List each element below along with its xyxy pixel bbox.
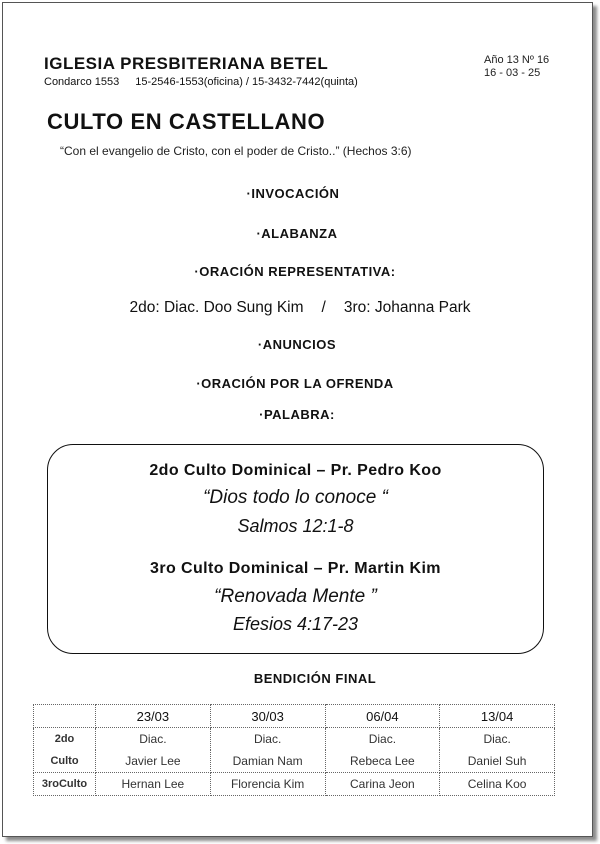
roster-cell: Damian Nam xyxy=(210,750,325,773)
service-title: CULTO EN CASTELLANO xyxy=(47,109,326,134)
roster-date: 06/04 xyxy=(325,705,440,728)
roster-cell: Carina Jeon xyxy=(325,773,440,796)
roster-date: 13/04 xyxy=(440,705,555,728)
prayer-leader-3ro: 3ro: Johanna Park xyxy=(343,299,471,316)
roster-cell: Javier Lee xyxy=(96,750,211,773)
roster-cell: Diac. xyxy=(210,728,325,751)
church-address xyxy=(44,76,374,88)
roster-date: 23/03 xyxy=(96,705,211,728)
order-word: ·PALABRA: xyxy=(259,407,335,422)
roster-cell: Diac. xyxy=(325,728,440,751)
sermon-3ro-preacher: 3ro Culto Dominical – Pr. Martin Kim xyxy=(150,560,441,577)
prayer-leader-2do: 2do: Diac. Doo Sung Kim xyxy=(129,299,304,316)
order-invocation: ·INVOCACIÓN xyxy=(246,186,340,201)
roster-cell: Diac. xyxy=(440,728,555,751)
closing-blessing: BENDICIÓN FINAL xyxy=(253,671,377,686)
sermon-box xyxy=(47,444,544,654)
order-praise: ·ALABANZA xyxy=(256,226,338,241)
deacon-roster-table xyxy=(33,704,555,796)
roster-cell: Celina Koo xyxy=(440,773,555,796)
sermon-2do-preacher: 2do Culto Dominical – Pr. Pedro Koo xyxy=(149,462,442,479)
roster-corner xyxy=(34,705,96,728)
roster-label-2do: 2do xyxy=(34,728,96,751)
sermon-2do-reference: Salmos 12:1-8 xyxy=(237,516,354,536)
prayer-separator: / xyxy=(321,299,326,316)
issue-info xyxy=(484,54,549,80)
sermon-3ro-title: “Renovada Mente ” xyxy=(214,586,377,607)
roster-cell: Hernan Lee xyxy=(96,773,211,796)
roster-cell: Daniel Suh xyxy=(440,750,555,773)
street-address: Condarco 1553 xyxy=(44,76,120,88)
order-prayer: ·ORACIÓN REPRESENTATIVA: xyxy=(194,264,396,279)
roster-row-3ro xyxy=(34,773,555,796)
issue-date: 16 - 03 - 25 xyxy=(484,67,541,79)
roster-header-row xyxy=(34,705,555,728)
prayer-leaders xyxy=(0,299,600,317)
roster-row-2do-names xyxy=(34,750,555,773)
roster-row-2do-titles xyxy=(34,728,555,751)
roster-date: 30/03 xyxy=(210,705,325,728)
phone-numbers: 15-2546-1553(oficina) / 15-3432-7442(quinta) xyxy=(135,76,358,88)
order-announcements: ·ANUNCIOS xyxy=(257,337,337,352)
issue-number: Año 13 Nº 16 xyxy=(484,54,550,66)
sermon-3ro-reference: Efesios 4:17-23 xyxy=(232,614,359,634)
roster-cell: Florencia Kim xyxy=(210,773,325,796)
roster-cell: Diac. xyxy=(96,728,211,751)
roster-cell: Rebeca Lee xyxy=(325,750,440,773)
theme-verse: “Con el evangelio de Cristo, con el poder de Cristo..” (Hechos 3:6) xyxy=(60,144,412,158)
roster-label-3ro: 3roCulto xyxy=(34,773,96,796)
sermon-2do-title: “Dios todo lo conoce “ xyxy=(203,487,388,508)
roster-label-culto: Culto xyxy=(34,750,96,773)
church-name: IGLESIA PRESBITERIANA BETEL xyxy=(44,54,329,73)
order-offering-prayer: ·ORACIÓN POR LA OFRENDA xyxy=(196,376,394,391)
